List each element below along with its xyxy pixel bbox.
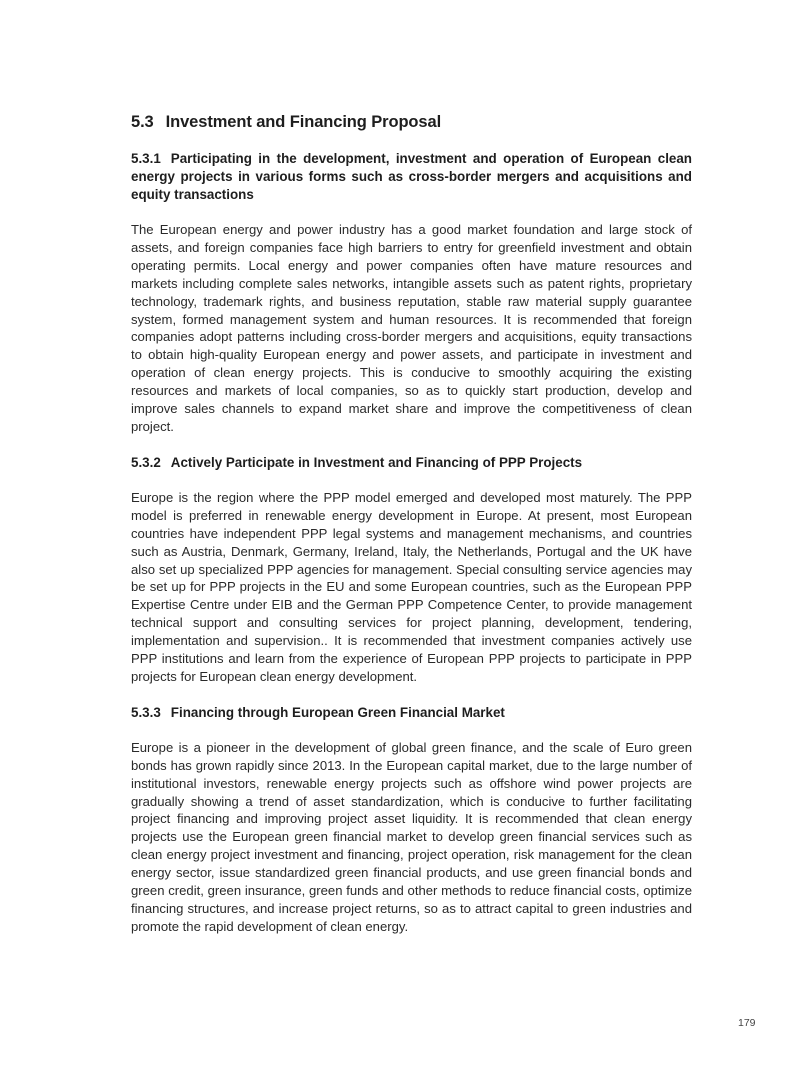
subsection-5-3-3	[131, 704, 692, 936]
subsection-number: 5.3.2	[131, 454, 161, 470]
subsection-5-3-1	[131, 150, 692, 436]
page-number: 179	[738, 1017, 756, 1029]
subsection-5-3-2	[131, 454, 692, 686]
body-paragraph: Europe is a pioneer in the development of global green finance, and the scale of Euro green bonds has grown rapidly since 2013. In the European capital market, due to the large number of institutional investors, renewable energy projects such as offshore wind power projects are gradually showing a trend of asset standardization, which is conducive to further facilitating project financing and improving project asset liquidity. It is recommended that clean energy projects use the European green financial market to develop green financial services such as clean energy project investment and financing, project operation, risk management for the clean energy sector, issue standardized green financial products, and use green financial bonds and green credit, green insurance, green funds and other methods to reduce financial costs, optimize financing structures, and increase project returns, so as to attract capital to green industries and promote the rapid development of clean energy.	[131, 739, 692, 934]
subsection-title: Participating in the development, investment and operation of European clean energy projects in various forms such as cross-border mergers and acquisitions and equity transactions	[131, 151, 692, 202]
body-paragraph: Europe is the region where the PPP model emerged and developed most maturely. The PPP model is preferred in renewable energy development in Europe. At present, most European countries have independent PPP legal systems and management mechanisms, and countries such as Austria, Denmark, Germany, Ireland, Italy, the Netherlands, Portugal and the UK have also set up specialized PPP agencies for management. Special consulting service agencies may be set up for PPP projects in the EU and some European countries, such as the European PPP Expertise Centre under EIB and the German PPP Competence Center, to provide management technical support and consulting services for project planning, development, tendering, implementation and supervision.. It is recommended that investment companies actively use PPP institutions and learn from the experience of European PPP projects to participate in PPP projects for European clean energy development.	[131, 489, 692, 684]
subsection-heading	[131, 704, 692, 722]
subsection-number: 5.3.1	[131, 151, 161, 166]
body-paragraph: The European energy and power industry has a good market foundation and large stock of assets, and foreign companies face high barriers to entry for greenfield investment and obtain operating permits. Local energy and power companies often have mature resources and markets including complete sales networks, intangible assets such as patent rights, proprietary technology, trademark rights, and business reputation, stable raw material supply guarantee system, formed management system and human resources. It is recommended that foreign companies adopt patterns including cross-border mergers and acquisitions, equity transactions to obtain high-quality European energy and power assets, and participate in investment and operation of clean energy projects. This is conducive to smoothly acquiring the existing resources and markets of local companies, so as to quickly start production, develop and improve sales channels to expand market share and improve the competitiveness of clean project.	[131, 222, 692, 434]
subsection-heading	[131, 150, 692, 204]
document-page	[131, 112, 692, 954]
section-heading	[131, 112, 692, 132]
subsection-number: 5.3.3	[131, 704, 161, 720]
section-title: Investment and Financing Proposal	[165, 113, 442, 131]
section-number: 5.3	[131, 113, 154, 131]
subsection-heading	[131, 454, 692, 472]
subsection-title: Actively Participate in Investment and Financing of PPP Projects	[170, 454, 583, 470]
subsection-title: Financing through European Green Financial Market	[170, 704, 505, 720]
